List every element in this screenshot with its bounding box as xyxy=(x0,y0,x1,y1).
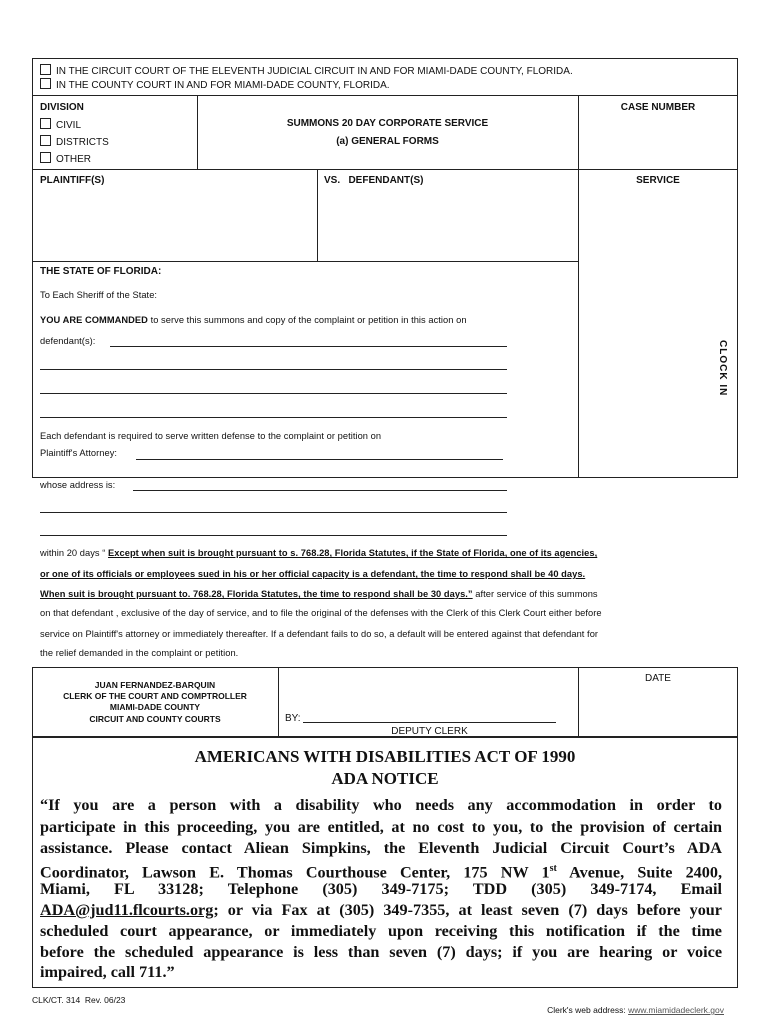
other-checkbox[interactable] xyxy=(40,152,51,163)
ada-line-2: participate in this proceeding, you are entitled, at no cost to you, to the provision of certain xyxy=(40,818,722,836)
address-line-2[interactable] xyxy=(40,512,507,513)
ada-email-link[interactable]: ADA@jud11.flcourts.org xyxy=(40,901,214,919)
form-subtitle: (a) GENERAL FORMS xyxy=(336,136,439,147)
attorney-line[interactable] xyxy=(136,459,503,460)
commanded-text: YOU ARE COMMANDED to serve this summons and copy of the complaint or petition in this action on xyxy=(40,315,467,325)
ada-line-1: “If you are a person with a disability who needs any accommodation in order to xyxy=(40,796,722,814)
exception-line-2: or one of its officials or employees sued in his or her official capacity is a defendant, the time to respond shall be 40 days. xyxy=(40,569,586,579)
form-number: CLK/CT. 314 Rev. 06/23 xyxy=(32,995,126,1005)
clerk-website-link[interactable]: www.miamidadeclerk.gov xyxy=(628,1005,724,1015)
by-label: BY: xyxy=(285,713,301,724)
clerk-title: CLERK OF THE COURT AND COMPTROLLER xyxy=(63,691,247,701)
defendants-line-1[interactable] xyxy=(110,346,507,347)
ada-line-3: assistance. Please contact Aliean Simpkins, the Eleventh Judicial Circuit Court’s ADA xyxy=(40,839,722,857)
paragraph-line-6: the relief demanded in the complaint or petition. xyxy=(40,648,239,658)
clerk-name: JUAN FERNANDEZ-BARQUIN xyxy=(94,680,216,690)
plaintiff-field[interactable] xyxy=(34,188,315,258)
paragraph-line-5: service on Plaintiff's attorney or immediately thereafter. If a defendant fails to do so, a default will be entered against that defendant for xyxy=(40,629,599,639)
address-line-3[interactable] xyxy=(40,535,507,536)
division-districts-option[interactable]: DISTRICTS xyxy=(40,135,109,149)
to-sheriff-text: To Each Sheriff of the State: xyxy=(40,290,158,300)
districts-checkbox[interactable] xyxy=(40,135,51,146)
defendants-line-2[interactable] xyxy=(40,369,507,370)
clerk-county: MIAMI-DADE COUNTY xyxy=(109,702,201,712)
ada-title: AMERICANS WITH DISABILITIES ACT OF 1990 xyxy=(194,747,576,766)
ada-line-4: Coordinator, Lawson E. Thomas Courthouse Center, 175 NW 1st Avenue, Suite 2400, xyxy=(40,863,722,882)
division-other-option[interactable]: OTHER xyxy=(40,152,91,166)
clock-in-label: CLOCK IN xyxy=(717,340,728,397)
defendant-field[interactable] xyxy=(320,188,575,258)
service-label: SERVICE xyxy=(636,175,680,186)
defendants-line-3[interactable] xyxy=(40,393,507,394)
ada-line-6: ADA@jud11.flcourts.org; or via Fax at (305) 349-7355, at least seven (7) days before your xyxy=(40,901,722,919)
civil-checkbox[interactable] xyxy=(40,118,51,129)
within-line: within 20 days “ Except when suit is brought pursuant to s. 768.28, Florida Statutes, if the State of Florida, one of its agencies, xyxy=(40,548,598,558)
clerk-courts: CIRCUIT AND COUNTY COURTS xyxy=(89,714,221,724)
county-court-option[interactable]: IN THE COUNTY COURT IN AND FOR MIAMI-DADE COUNTY, FLORIDA. xyxy=(40,78,390,92)
case-number-label: CASE NUMBER xyxy=(620,102,696,113)
state-heading: THE STATE OF FLORIDA: xyxy=(40,266,162,277)
defendants-line-4[interactable] xyxy=(40,417,507,418)
defendant-label: VS. DEFENDANT(S) xyxy=(324,175,424,186)
deputy-clerk-label: DEPUTY CLERK xyxy=(391,726,468,737)
circuit-court-option[interactable]: IN THE CIRCUIT COURT OF THE ELEVENTH JUDICIAL CIRCUIT IN AND FOR MIAMI-DADE COUNTY, FLORIDA. xyxy=(40,64,573,78)
ada-line-5: Miami, FL 33128; Telephone (305) 349-7175; TDD (305) 349-7174, Email xyxy=(40,880,722,898)
ada-notice-heading: ADA NOTICE xyxy=(331,769,439,788)
date-label: DATE xyxy=(645,673,671,684)
deputy-signature-line[interactable] xyxy=(303,722,556,723)
address-line-1[interactable] xyxy=(133,490,507,491)
defense-text: Each defendant is required to serve written defense to the complaint or petition on xyxy=(40,431,382,441)
ada-line-7: scheduled court appearance, or immediately upon receiving this notification if the time xyxy=(40,922,722,940)
form-title: SUMMONS 20 DAY CORPORATE SERVICE xyxy=(286,118,489,129)
attorney-label: Plaintiff's Attorney: xyxy=(40,448,118,458)
circuit-court-checkbox[interactable] xyxy=(40,64,51,75)
exception-line-3: When suit is brought pursuant to. 768.28, Florida Statutes, the time to respond shall be 30 days.” after service of this summons xyxy=(40,589,598,599)
paragraph-line-4: on that defendant , exclusive of the day of service, and to file the original of the defenses with the Clerk of this Clerk Court either before xyxy=(40,608,602,618)
defendants-label: defendant(s): xyxy=(40,336,96,346)
plaintiff-label: PLAINTIFF(S) xyxy=(40,175,105,186)
division-label: DIVISION xyxy=(40,102,84,113)
division-civil-option[interactable]: CIVIL xyxy=(40,118,81,132)
county-court-checkbox[interactable] xyxy=(40,78,51,89)
address-label: whose address is: xyxy=(40,480,116,490)
clerk-web-address: Clerk's web address: www.miamidadeclerk.gov xyxy=(547,1005,724,1015)
ada-line-8: before the scheduled appearance is less than seven (7) days; if you are hearing or voice xyxy=(40,943,722,961)
ada-line-9: impaired, call 711.” xyxy=(40,963,175,981)
